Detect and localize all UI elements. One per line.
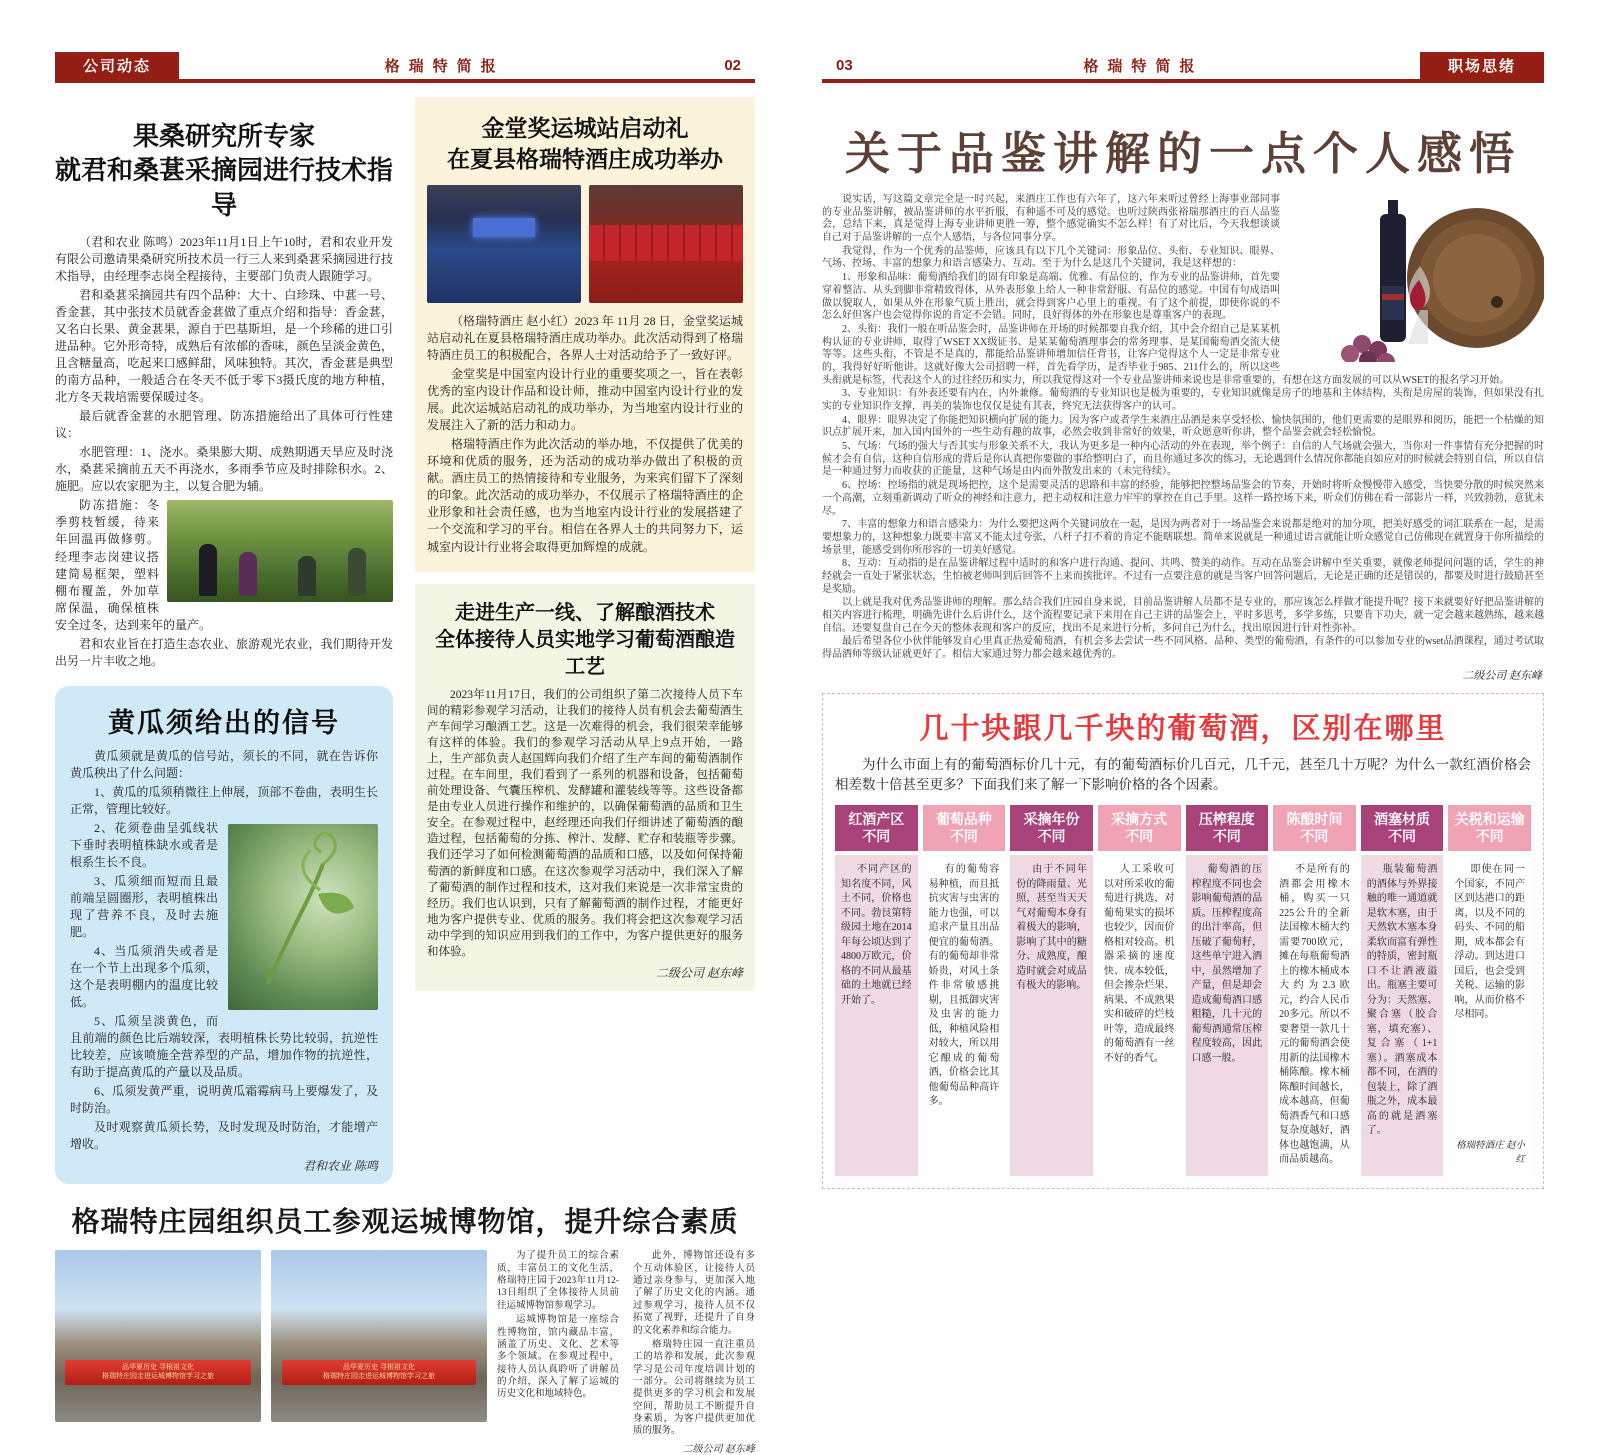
article-tasting-title: 关于品鉴讲解的一点个人感悟 [844, 129, 1521, 179]
paragraph: 2023年11月17日，我们的公司组织了第二次接待人员下车间的精彩参观学习活动，让我们的接待人员有机会去葡萄酒生产车间学习酿酒工艺。这是一次难得的机会，我们很荣幸能够有这样的体验。我们的参观学习活动从早上9点开始，一路上，生产部负责人赵国辉向我们介绍了生产车间的葡萄酒制作过程。在车间里，我们看到了一系列的机器和设备，包括葡萄前处理设备、气囊压榨机、发酵罐和灌装线等等。这些设备都是由专业人员进行操作和维护的，以确保葡萄酒的品质和卫生安全。在参观过程中，赵经理还向我们仔细讲述了葡萄酒的酿造过程，包括葡萄的分拣、榨汁、发酵、贮存和装瓶等步骤。我们还学习了如何检测葡萄酒的品质和口感，以及如何保持葡萄酒的新鲜度和口感。在这次参观学习活动中，我们深入了解了葡萄酒的制作过程和技术，这对我们来说是一次非常宝贵的经历。我们也认识到，只有了解葡萄酒的制作过程，才能更好地为客户提供专业、优质的服务。我们将会把这次参观学习活动中学到的知识应用到我们的工作中，为客户提供更好的服务和体验。 [427, 688, 743, 959]
award-article-box [415, 97, 755, 572]
wine-still-life-photo [1292, 194, 1544, 362]
paragraph: 6、控场：控场指的就是现场把控，这个是需要灵活的思路和丰富的经验，能够把控整场品鉴会的节奏，开始时将听众慢慢带入感受，当快要分散的时候突然来一个高潮，立刻重新调动了听众的神经和注意力，把主动权和注意力牢牢的掌控在自己手里。这样一路控场下来，听众们仿佛在看一部影片一样，兴致勃勃，意犹未尽。 [822, 480, 1544, 517]
mulberry-orchard-photo [167, 500, 393, 602]
list-item: 6、瓜须发黄严重，说明黄瓜霜霉病马上要爆发了，及时防治。 [70, 1084, 378, 1116]
header-line: 不同 [1300, 828, 1329, 845]
masthead: 格瑞特简报 [384, 59, 505, 75]
article-workshop-title [427, 600, 743, 681]
red-gift-boxes-photo [589, 185, 743, 303]
paragraph: 君和桑葚采摘园共有四个品种：大十、白珍珠、中葚一号、香金葚，其中张技术员就香金葚做了重点介绍和指导：香金葚，又名白长果、黄金葚果，源自于巴基斯坦，是一个珍稀的进口引进品种。它外形奇特，成熟后有浓郁的香味，颜色呈淡金黄色，且含糖量高，吃起来口感鲜甜，风味独特。其次，香金葚是典型的南方品种，一般适合在冬天不低于零下3摄氏度的地方种植，北方冬天栽培需要保暖过冬。 [55, 288, 393, 405]
column-header [1273, 805, 1356, 851]
title-line: 走进生产一线、了解酿酒技术 [455, 601, 715, 624]
paragraph: 说实话，写这篇文章完全是一时兴起，来酒庄工作也有六年了，这六年来听过曾经上海事业部同事的专业品鉴讲解，被品鉴讲师的水平折服，有种遥不可及的感觉。也听过陕西张裕瑞那酒庄的百人品鉴会，总结下来，真是觉得上海专业讲师更胜一筹，整个感觉确实不怎么样！有了对比后，今天我想谈谈自己对于品鉴讲解的一点个人感悟，与各位同事分享。 [822, 194, 1280, 244]
masthead: 格瑞特简报 [1083, 59, 1204, 75]
table-column [1098, 805, 1181, 1176]
museum-group-photo-1 [55, 1250, 261, 1422]
paragraph: 此外，博物馆还设有多个互动体验区，让接待人员通过亲身参与，更加深入地了解了历史文化的内涵。通过参观学习，接待人员不仅拓宽了视野，还提升了自身的文化素养和综合能力。 [633, 1251, 755, 1336]
paragraph: 为什么市面上有的葡萄酒标价几十元，有的葡萄酒标价几百元，几千元，甚至几十万呢？为什么一款红酒价格会相差数十倍甚至更多？下面我们来了解一下影响价格的各个因素。 [835, 756, 1531, 792]
museum-text-col-1 [497, 1250, 619, 1439]
column-cell [835, 855, 918, 1176]
column-cell [1186, 855, 1269, 1176]
column-cell [1361, 855, 1444, 1176]
list-item: 1、黄瓜的瓜须稍微往上伸展，顶部不卷曲，表明生长正常，管理比较好。 [70, 784, 378, 816]
paragraph: 5、气场：气场的强大与否其实与形象关系不大，我认为更多是一种内心活动的外在表现，举个例子：自信的人气场就会强大，当你对一件事情有充分把握的时候才会有自信，这种自信形成的背后是你认真把你要做的事给整明白了，而且你通过多次的练习，无论遇到什么情况你都能自如应对的时候就会特别自信，所以自信是一种通过努力而收获的正能量，这种气场是由内而外散发出来的（未完待续）。 [822, 441, 1544, 478]
header-line: 采摘方式 [1111, 810, 1168, 827]
paragraph: 为了提升员工的综合素质，丰富员工的文化生活，格瑞特庄园于2023年11月12-13日组织了全体接待人员前往运城博物馆参观学习。 [497, 1251, 619, 1311]
column-header [835, 805, 918, 851]
red-banner [65, 1360, 250, 1385]
cucumber-tendril-photo [228, 824, 378, 1010]
cell-text: 葡萄酒的压榨程度不同也会影响葡萄酒的品质。压榨程度高的出汁率高，但压破了葡萄籽，这些单宁进入酒中，虽然增加了产量，但是却会造成葡萄酒口感粗糙，几十元的葡萄酒通常压榨程度较高，因此口感一般。 [1191, 864, 1263, 1064]
paragraph: 格瑞特酒庄作为此次活动的举办地，不仅提供了优美的环境和优质的服务，还为活动的成功举办做出了积极的贡献。酒庄员工的热情接待和专业服务，为来宾们留下了深刻的印象。此次活动的成功举办，不仅展示了格瑞特酒庄的企业形象和社会责任感，也为当地室内设计行业的发展搭建了一个交流和学习的平台。相信在各界人士的共同努力下，运城室内设计行业将会取得更加辉煌的成就。 [427, 437, 743, 554]
paragraph: （君和农业 陈鸣）2023年11月1日上午10时，君和农业开发有限公司邀请果桑研究所技术员一行三人来到桑葚采摘园进行技术指导，由经理李志岗全程接待，主要部门负责人跟随学习。 [55, 234, 393, 283]
paragraph: 君和农业旨在打造生态农业、旅游观光农业，我们期待开发出另一片丰收之地。 [55, 636, 393, 668]
column-cell [1098, 855, 1181, 1176]
newspaper-page-02 [55, 52, 755, 1455]
cell-text: 人工采收可以对所采收的葡萄进行挑选，对葡萄果实的损坏也较少，因而价格相对较高。机器采摘的速度快、成本较低，但会掺杂烂果、病果、不成熟果实和破碎的烂枝叶等，造成最终的葡萄酒有一丝不好的香气。 [1103, 864, 1175, 1064]
section-label: 职场思绪 [1420, 52, 1544, 79]
page-number: 02 [724, 57, 741, 74]
header-line: 不同 [1388, 828, 1417, 845]
price-box-title: 几十块跟几千块的葡萄酒，区别在哪里 [919, 712, 1447, 745]
list-item: 5、瓜须呈淡黄色，而且前端的颜色比后端较深，表明植株长势比较弱，抗逆性比较差，应该喷施全营养型的产品，增加作物的抗逆性，有助于提高黄瓜的产量以及品质。 [70, 1014, 378, 1080]
header-line: 红酒产区 [848, 810, 905, 827]
header-line: 不同 [1037, 828, 1066, 845]
paragraph: 3、专业知识：有外表还要有内在，内外兼修。葡萄酒的专业知识也是极为重要的，专业知识就像是房子的地基和主体结构，头衔是房屋的装饰，但如果没有扎实的专业知识作支撑，再美的装饰也仅仅是徒有其表，终究无法获得客户的认可。 [822, 388, 1544, 412]
article-workshop-body [427, 687, 743, 961]
article-mulberry-body [55, 234, 393, 672]
article-museum-row [55, 1250, 755, 1455]
header-line: 葡萄品种 [935, 810, 992, 827]
byline: 二级公司 赵东峰 [682, 1443, 755, 1455]
paragraph: 8、互动：互动指的是在品鉴讲解过程中适时的和客户进行沟通、提问、共鸣、赞美的动作。互动在品鉴会讲解中至关重要，就像老师提问问题的话，学生的神经就会一直处于紧张状态，生怕被老师叫到后回答不上来而挨批评。不过有一点要注意的就是当客户回答问题后，无论是正确的还是错误的，都要及时进行鼓励甚至是奖励。 [822, 558, 1544, 595]
list-item: 4、当瓜须消失或者是在一个节上出现多个瓜须，这个是表明棚内的温度比较低。 [70, 944, 218, 1010]
table-column [1448, 805, 1531, 1176]
paragraph: 防冻措施：冬季剪枝暂缓，待来年回温再做修剪。经理李志岗建议搭建简易框架，塑料棚布覆盖，外加草席保温，确保植株安全过冬，达到来年的量产。 [55, 498, 212, 632]
cucumber-signal-box [55, 686, 393, 1185]
cell-text: 不同产区的知名度不同，风土不同，价格也不同。勃艮第特级园土地在2014年每公顷达到了4800万欧元，价格的不同从最基础的土地就已经开始了。 [841, 864, 912, 1006]
cell-text: 不是所有的酒都会用橡木桶，购买一只225公升的全新法国橡木桶大约需要700欧元，摊在每瓶葡萄酒上的橡木桶成本大约为2.3欧元，约合人民币20多元。所以不要奢望一款几十元的葡萄酒会使用新的法国橡木桶陈酿。橡木桶陈酿时间越长，成本越高，但葡萄酒香气和口感复杂度越好，酒体也越饱满，从而品质越高。 [1279, 864, 1350, 1166]
article-tasting-body [822, 194, 1544, 663]
header-line: 不同 [1125, 828, 1154, 845]
header-line: 不同 [862, 828, 891, 845]
article-museum-title: 格瑞特庄园组织员工参观运城博物馆，提升综合素质 [71, 1206, 739, 1238]
paragraph: 1、形象和品味：葡萄酒给我们的固有印象是高端、优雅、有品位的，作为专业的品鉴讲师，首先要穿着整洁、从头到脚非常精致得体，从外表形象上给人一种非常舒服、有品位的感觉。中国有句成语叫做以貌取人，如果从外在形象气质上胜出，就会得到客户心里上的重视。有了这个前提，即使你说的不怎么好但客户也会觉得你说的肯定不会错。同时，良好得体的外在形象也是尊重客户的表现。 [822, 272, 1280, 322]
paragraph: 最后就香金葚的水肥管理、防冻措施给出了具体可行性建议： [55, 409, 393, 441]
column-header [1361, 805, 1444, 851]
title-line: 在夏县格瑞特酒庄成功举办 [447, 146, 723, 173]
newspaper-page-03 [822, 52, 1544, 1189]
header-line: 酒塞材质 [1374, 810, 1431, 827]
museum-group-photo-2 [271, 1250, 487, 1422]
award-ceremony-hall-photo [427, 185, 581, 303]
column-header [1186, 805, 1269, 851]
table-column [1186, 805, 1269, 1176]
title-line: 金堂奖运城站启动礼 [481, 115, 689, 141]
list-item: 3、瓜须细而短而且最前端呈圆圈形，表明植株出现了营养不良，及时去施肥。 [70, 873, 218, 940]
table-column [923, 805, 1006, 1176]
header-line: 采摘年份 [1023, 810, 1080, 827]
table-column [1273, 805, 1356, 1176]
header-line: 陈酿时间 [1286, 810, 1343, 827]
byline: 二级公司 赵东峰 [1462, 669, 1542, 682]
byline: 君和农业 陈鸣 [302, 1159, 378, 1174]
column-header [1448, 805, 1531, 851]
page-number: 03 [836, 57, 853, 74]
banner-line: 品华夏历史 寻根祖文化 [122, 1363, 194, 1371]
article-mulberry-title [55, 119, 393, 222]
column-cell [923, 855, 1006, 1176]
cucumber-box-title: 黄瓜须给出的信号 [108, 707, 340, 738]
cell-text: 由于不同年份的降雨量、光照，甚至当天天气对葡萄本身有着极大的影响，影响了其中的糖分、成熟度，酿造时就会对成品有极大的影响。 [1016, 864, 1087, 992]
banner-line: 格瑞特庄园走进运城博物馆学习之旅 [102, 1373, 214, 1381]
table-column [1010, 805, 1093, 1176]
banner-line: 品华夏历史 寻根祖文化 [343, 1363, 415, 1371]
page-header-left [55, 52, 755, 83]
price-box-intro [835, 755, 1531, 796]
article-award-title [427, 113, 743, 175]
header-line: 不同 [1475, 828, 1504, 845]
column-header [1098, 805, 1181, 851]
paragraph: 水肥管理：1、浇水。桑果膨大期、成熟期遇天旱应及时浇水，桑葚采摘前五天不再浇水，多雨季节应及时排除积水。2、施肥。应以农家肥为主，以复合肥为辅。 [55, 445, 393, 494]
column-header [923, 805, 1006, 851]
cell-text: 有的葡萄容易种植，而且抵抗灾害与虫害的能力也强，可以追求产量且出品便宜的葡萄酒。有的葡萄却非常娇贵，对风土条件非常敏感挑剔，且抵御灾害及虫害的能力低，种植风险相对较大，所以用它酿成的葡萄酒，价格会比其他葡萄品种高许多。 [928, 864, 1000, 1108]
column-cell [1448, 855, 1531, 1176]
paragraph: 及时观察黄瓜须长势，及时发现及时防治，才能增产增收。 [70, 1120, 378, 1152]
paragraph: 运城博物馆是一座综合性博物馆，馆内藏品丰富，涵盖了历史、文化、艺术等多个领域。在参观过程中，接待人员认真聆听了讲解员的介绍，深入了解了运城的历史文化和地域特色。 [497, 1315, 619, 1400]
paragraph: 7、丰富的想象力和语言感染力：为什么要把这两个关键词放在一起，是因为两者对于一场品鉴会来说都是绝对的加分项，把美好感受的词汇联系在一起，是需要想象力的，这种想象力既要丰富又不能太过夸张，八杆子打不着的肯定不能瞎联想。简单来说就是一种通过语言就能让听众感觉自己仿佛现在就置身于你所描绘的场景里，能感受到你所形容的一切美好感觉。 [822, 519, 1544, 556]
paragraph: 格瑞特庄园一直注重员工的培养和发展，此次参观学习是公司年度培训计划的一部分。公司将继续为员工提供更多的学习机会和发展空间，帮助员工不断提升自身素质，为客户提供更加优质的服务。 [633, 1339, 755, 1437]
header-line: 不同 [949, 828, 978, 845]
paragraph: 最后希望各位小伙伴能够发自心里真正热爱葡萄酒，有机会多去尝试一些不同风格、品种、类型的葡萄酒，有条件的可以参加专业的wset品酒课程，通过考试取得品酒师等级认证就更好了。相信大家通过努力都会越来越优秀的。 [822, 636, 1544, 661]
list-item: 2、花须卷曲呈弧线状下垂时表明植株缺水或者是根系生长不良。 [70, 820, 218, 869]
title-line: 果桑研究所专家 [132, 121, 315, 151]
paragraph: 金堂奖是中国室内设计行业的重要奖项之一，旨在表彰优秀的室内设计作品和设计师，推动中国室内设计行业的发展。此次运城站启动礼的成功举办，为当地室内设计行业的发展注入了新的活力和动力。 [427, 367, 743, 433]
column-header [1010, 805, 1093, 851]
header-line: 不同 [1212, 828, 1241, 845]
paragraph: 我觉得，作为一个优秀的品鉴师，应该具有以下几个关键词：形象品位、头衔、专业知识、眼界、气场、控场、丰富的想象力和语言感染力、互动。至于为什么是这几个关键词，我是这样想的： [822, 245, 1280, 270]
column-cell [1010, 855, 1093, 1176]
cell-text: 即使在同一个国家，不同产区到达港口的距离，以及不同的码头、不同的船期，成本都会有浮动。到达进口国后，也会受到关税、运输的影响，从而价格不尽相同。 [1454, 864, 1525, 1021]
header-line: 压榨程度 [1198, 810, 1255, 827]
title-line: 全体接待人员实地学习葡萄酒酿造工艺 [435, 628, 735, 678]
table-column [1361, 805, 1444, 1176]
paragraph: （格瑞特酒庄 赵小红）2023 年 11月 28 日，金堂奖运城站启动礼在夏县格瑞特酒庄成功举办。此次活动得到了格瑞特酒庄员工的积极配合，各界人士对活动给予了一致好评。 [427, 314, 743, 363]
paragraph: 4、眼界：眼界决定了你能把知识横向扩展的能力。因为客户或者学生来酒庄品酒是来享受轻松、愉快氛围的，他们更需要的是眼界和阅历，能把一个枯燥的知识点扩展开来，加入国内国外的一些生动有趣的故事，必然会收到非常好的效果，听众愿意听你讲，整个品鉴会就会轻松愉悦。 [822, 414, 1544, 439]
byline: 二级公司 赵东峰 [655, 966, 743, 981]
paragraph: 以上就是我对优秀品鉴讲师的理解。那么结合我们庄园自身来说，目前品鉴讲解人员都不是专业的，那应该怎么样做才能提升呢？接下来就要好好把品鉴讲解的相关内容进行梳理，明确先讲什么后讲什么，这个流程要记录下来用在自己主讲的品鉴会上，平时多思考，多学多练，只要肯下功夫，就一定会越来越熟练，越来越自信。还要复盘自己在今天的整体表现和客户的反应，找出不足来进行分析，多问自己为什么，找出原因进行针对性弥补。 [822, 597, 1544, 634]
page-header-right [822, 52, 1544, 83]
byline: 格瑞特酒庄 赵小红 [1456, 1141, 1525, 1165]
wine-price-box [822, 693, 1544, 1189]
cell-text: 瓶装葡萄酒的酒体与外界接触的唯一通道就是软木塞，由于天然软木塞本身柔软而富有弹性的特质，密封瓶口不让酒液溢出。瓶塞主要可分为：天然塞、聚合塞（胶合塞，填充塞）、复合塞（1+1塞）。酒塞成本都不同，在酒的包装上，除了酒瓶之外，成本最高的就是酒塞了。 [1366, 864, 1438, 1137]
column-cell [1273, 855, 1356, 1176]
title-line: 就君和桑葚采摘园进行技术指导 [55, 155, 394, 220]
section-label: 公司动态 [55, 52, 179, 79]
museum-text-col-2 [633, 1250, 755, 1439]
header-line: 关税和运输 [1454, 810, 1525, 827]
red-banner [282, 1360, 476, 1385]
paragraph: 2、头衔：我们一般在听品鉴会时，品鉴讲师在开场的时候都要自我介绍，其中会介绍自己是某某机构认证的专业讲师，取得了WSET XX级证书、是某某葡萄酒理事会的常务理事、是某国葡萄酒交流大使等等。这些头衔，不管是不是真的，都能给品鉴讲师增加信任背书，让客户觉得这个人一定是非常专业的，我得好好听他讲。这就好像大公司招聘一样，首先看学历，是否毕业于985、211什么的，所以这些头衔就是标签，代表这个人的过往经历和实力，所以我觉得这对一个专业品鉴讲师来说也是非常重要的，有想在这方面发展的可以从WSET的报名学习开始。 [822, 323, 1510, 386]
workshop-article-box [415, 584, 755, 992]
price-factor-table [835, 805, 1531, 1176]
paragraph: 黄瓜须就是黄瓜的信号站，须长的不同，就在告诉你黄瓜秧出了什么问题： [70, 748, 378, 780]
article-award-body [427, 313, 743, 555]
table-column [835, 805, 918, 1176]
banner-line: 格瑞特庄园走进运城博物馆学习之旅 [323, 1373, 435, 1381]
